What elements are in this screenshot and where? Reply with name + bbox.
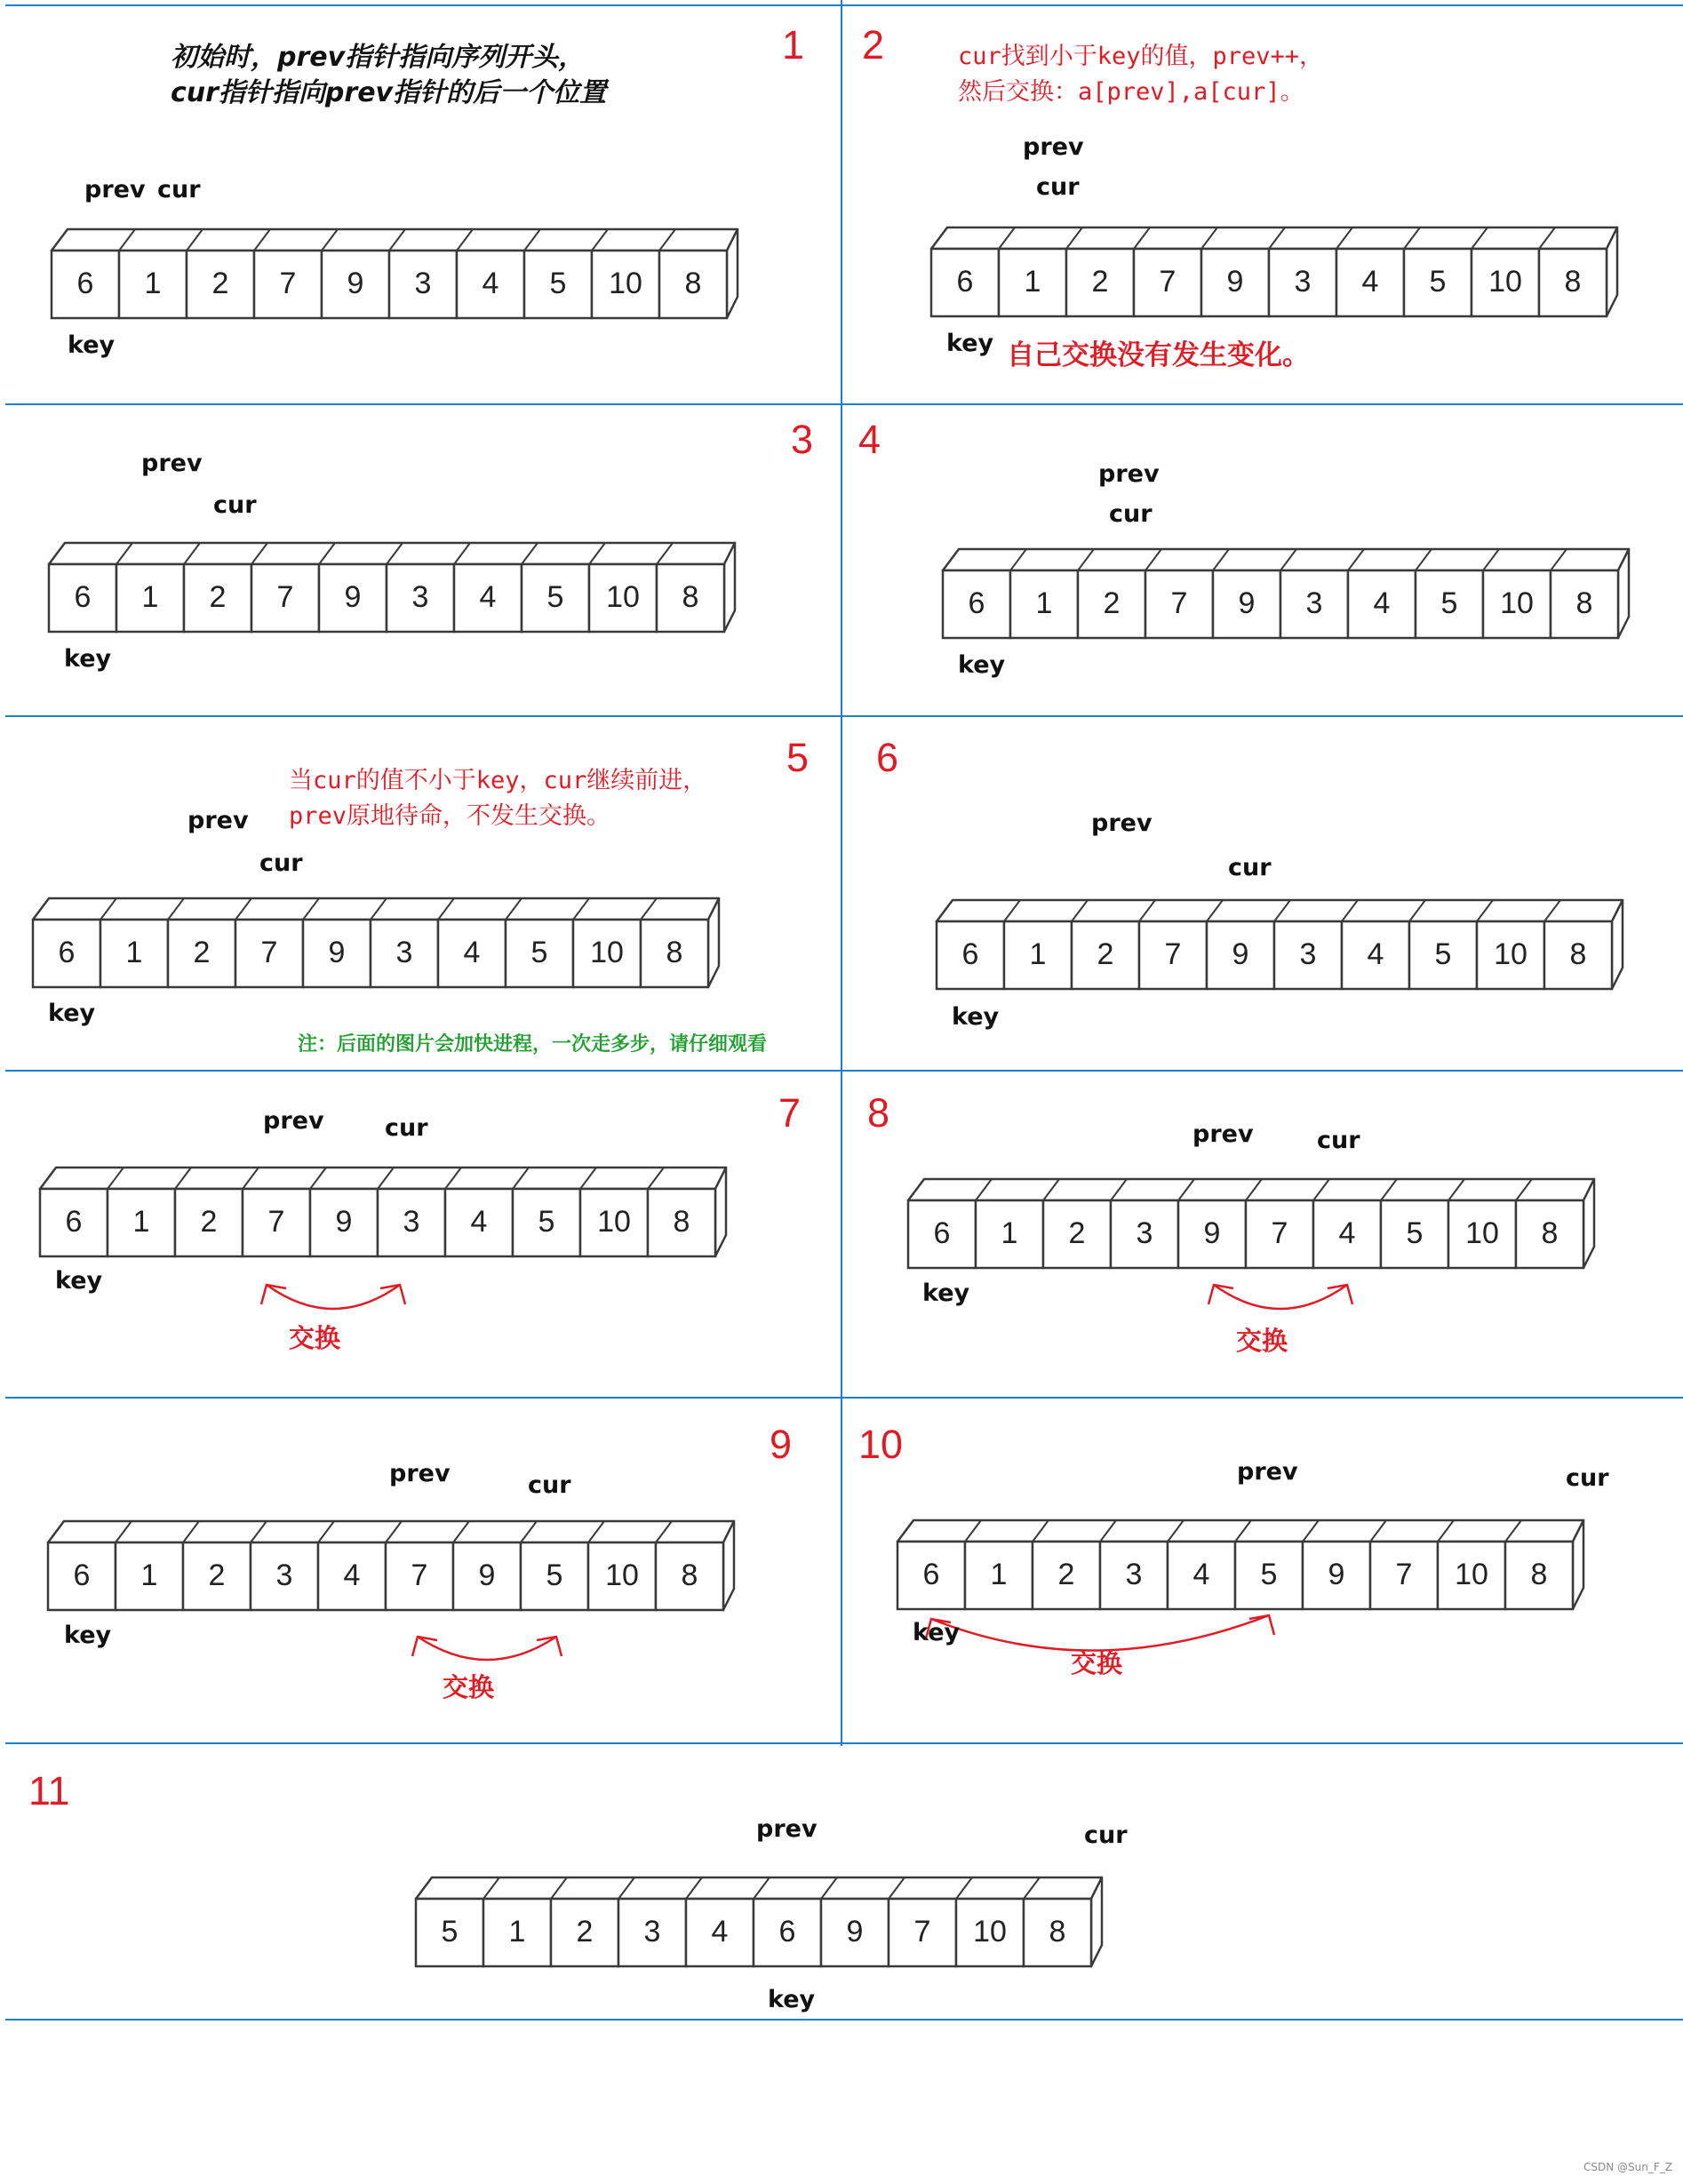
panel-number: 9 [770,1422,793,1467]
array-cell-value: 8 [1541,1216,1559,1250]
key-label: key [68,331,116,359]
array-cell-value: 7 [279,267,297,300]
array-cell-value: 1 [1029,937,1047,971]
array-cell-value: 10 [1488,265,1522,299]
panel-number: 11 [28,1768,70,1813]
array-cell-value: 5 [1434,937,1452,971]
array-cell-value: 1 [132,1205,150,1239]
array-cell-value: 7 [276,580,294,614]
prev-label: prev [389,1460,451,1487]
key-label: key [64,1622,112,1649]
array-cell-value: 6 [922,1558,940,1591]
array-cell-value: 6 [76,267,94,300]
array-cell-value: 9 [846,1915,864,1949]
array-cell-value: 9 [478,1558,496,1592]
panel-2-note: 然后交换：a[prev],a[cur]。 [958,78,1304,106]
array-cell-value: 8 [1569,937,1587,971]
array-cell-value: 10 [973,1915,1007,1949]
array-cell-value: 4 [343,1558,361,1592]
array-cell-value: 6 [73,1558,91,1592]
array-cell-value: 4 [1361,265,1379,299]
key-label: key [952,1003,1000,1031]
array-cell-value: 7 [260,936,278,969]
array-cell-value: 9 [328,936,346,969]
array-cell-value: 10 [590,936,624,969]
array-cell-value: 4 [470,1205,488,1239]
panel-1-title: 初始时，prev指针指向序列开头， [171,42,586,73]
array-cell-value: 8 [666,936,683,969]
array-cell-value: 3 [1305,586,1323,620]
prev-label: prev [1192,1120,1254,1148]
array-cell-value: 8 [1564,265,1582,299]
array-cell-value: 1 [1024,265,1041,299]
array-cell-value: 2 [1103,586,1121,620]
cur-label: cur [259,849,303,877]
panel-number: 4 [858,417,881,462]
prev-label: prev [756,1815,818,1843]
array-cell-value: 4 [479,580,497,614]
array-cell-value: 10 [1494,937,1527,971]
array-cell-value: 6 [778,1915,796,1949]
array-cell-value: 1 [1001,1216,1018,1250]
panel-number: 3 [791,417,814,462]
array-cell-value: 7 [1271,1216,1288,1250]
array-cell-value: 9 [344,580,362,614]
array-cell-value: 3 [1125,1558,1143,1591]
array-cell-value: 5 [530,936,548,969]
array-cell-value: 2 [1097,937,1114,971]
array-cell-value: 4 [1192,1558,1210,1591]
array-cell-value: 3 [275,1558,293,1592]
array-cell-value: 5 [549,267,567,300]
prev-label: prev [1237,1458,1298,1486]
prev-label: prev [1023,133,1084,161]
array-cell-value: 5 [1406,1216,1424,1250]
array-cell-value: 7 [913,1915,931,1949]
array-cell-value: 2 [193,936,211,969]
credit-watermark: CSDN @Sun_F_Z [1583,2161,1672,2173]
panel-number: 2 [862,22,885,68]
array-cell-value: 2 [200,1205,218,1239]
array-cell-value: 2 [576,1915,594,1949]
array-cell-value: 4 [1373,586,1391,620]
array-cell-value: 1 [140,1558,158,1592]
array-cell-value: 7 [411,1558,428,1592]
array-cell-value: 1 [508,1915,526,1949]
array-cell-value: 2 [1091,265,1109,299]
array-cell-value: 10 [1455,1558,1488,1591]
array-cell-value: 5 [546,1558,563,1592]
array-cell-value: 1 [144,267,162,300]
key-label: key [48,1000,96,1027]
prev-label: prev [1091,809,1153,837]
panel-1-title: cur指针指向prev指针的后一个位置 [171,77,607,108]
array-cell-value: 10 [1500,586,1534,620]
array-cell-value: 8 [673,1205,690,1239]
array-cell-value: 7 [1159,265,1177,299]
array-cell-value: 7 [1164,937,1182,971]
array-cell-value: 9 [1203,1216,1221,1250]
prev-label: prev [84,176,146,203]
array-cell-value: 9 [1226,265,1244,299]
array-cell-value: 3 [395,936,413,969]
array-cell-value: 10 [1465,1216,1499,1250]
array-cell-value: 6 [968,586,985,620]
array-cell-value: 8 [682,580,699,614]
key-label: key [922,1279,970,1307]
swap-label: 交换 [443,1672,495,1702]
array-cell-value: 6 [65,1205,83,1239]
key-label: key [913,1619,961,1646]
array-cell-value: 4 [482,267,499,300]
array-cell-value: 1 [1035,586,1053,620]
array-cell-value: 3 [1136,1216,1153,1250]
key-label: key [958,651,1006,679]
prev-label: prev [263,1107,324,1135]
key-label: key [946,330,994,357]
array-cell-value: 5 [1440,586,1458,620]
array-cell-value: 5 [441,1915,459,1949]
array-cell-value: 6 [58,936,76,969]
key-label: key [768,1986,816,2013]
cur-label: cur [1109,500,1153,528]
array-cell-value: 8 [681,1558,698,1592]
array-cell-value: 10 [609,267,642,300]
array-cell-value: 7 [1170,586,1188,620]
array-cell-value: 9 [347,267,364,300]
cur-label: cur [385,1114,428,1142]
cur-label: cur [1228,854,1272,881]
array-cell-value: 8 [684,267,702,300]
array-cell-value: 7 [1395,1558,1413,1591]
array-cell-value: 3 [1299,937,1317,971]
array-cell-value: 9 [335,1205,353,1239]
panel-5-note: prev原地待命，不发生交换。 [289,802,611,830]
array-cell-value: 2 [211,267,229,300]
array-cell-value: 1 [125,936,143,969]
array-cell-value: 1 [141,580,159,614]
panel-5-note: 当cur的值不小于key，cur继续前进， [289,767,707,794]
swap-label: 交换 [1071,1648,1123,1678]
array-cell-value: 4 [711,1915,729,1949]
array-cell-value: 5 [1260,1558,1278,1591]
array-cell-value: 4 [1367,937,1384,971]
array-cell-value: 4 [463,936,481,969]
cur-label: cur [528,1471,571,1499]
array-cell-value: 4 [1338,1216,1356,1250]
prev-label: prev [187,807,249,834]
panel-number: 1 [782,22,805,68]
panel-number: 8 [867,1090,890,1136]
array-cell-value: 9 [1328,1558,1345,1591]
array-cell-value: 10 [606,580,640,614]
key-label: key [55,1267,103,1295]
array-cell-value: 3 [1294,265,1312,299]
array-cell-value: 2 [1057,1558,1075,1591]
array-cell-value: 6 [956,265,974,299]
array-cell-value: 10 [597,1205,631,1239]
array-cell-value: 9 [1232,937,1249,971]
panel-number: 10 [858,1422,904,1467]
array-cell-value: 8 [1530,1558,1548,1591]
array-cell-value: 5 [538,1205,555,1239]
array-cell-value: 8 [1049,1915,1066,1949]
cur-label: cur [157,176,201,203]
panel-number: 5 [786,735,810,780]
array-cell-value: 6 [961,937,979,971]
array-cell-value: 2 [1068,1216,1086,1250]
panel-number: 6 [876,735,899,780]
panel-2-caption: 自己交换没有发生变化。 [1007,339,1310,371]
array-cell-value: 6 [74,580,92,614]
array-cell-value: 2 [208,1558,226,1592]
array-cell-value: 1 [990,1558,1008,1591]
prev-label: prev [141,450,203,477]
cur-label: cur [1036,173,1080,201]
array-cell-value: 9 [1238,586,1256,620]
panel-number: 7 [778,1090,802,1136]
array-cell-value: 10 [605,1558,639,1592]
panel-2-note: cur找到小于key的值，prev++， [958,43,1324,70]
array-cell-value: 5 [1429,265,1447,299]
cur-label: cur [1317,1127,1360,1154]
swap-label: 交换 [1236,1326,1288,1356]
prev-label: prev [1098,460,1160,488]
array-cell-value: 6 [933,1216,951,1250]
array-cell-value: 2 [209,580,227,614]
array-cell-value: 3 [411,580,429,614]
array-cell-value: 3 [414,267,432,300]
cur-label: cur [1084,1821,1128,1849]
array-cell-value: 3 [643,1915,661,1949]
array-cell-value: 5 [546,580,564,614]
cur-label: cur [213,491,257,519]
array-cell-value: 8 [1575,586,1593,620]
key-label: key [64,645,112,673]
array-cell-value: 7 [267,1205,285,1239]
swap-label: 交换 [289,1323,341,1353]
panel-5-footnote: 注：后面的图片会加快进程，一次走多步，请仔细观看 [298,1033,768,1056]
cur-label: cur [1566,1464,1609,1492]
array-cell-value: 3 [403,1205,420,1239]
